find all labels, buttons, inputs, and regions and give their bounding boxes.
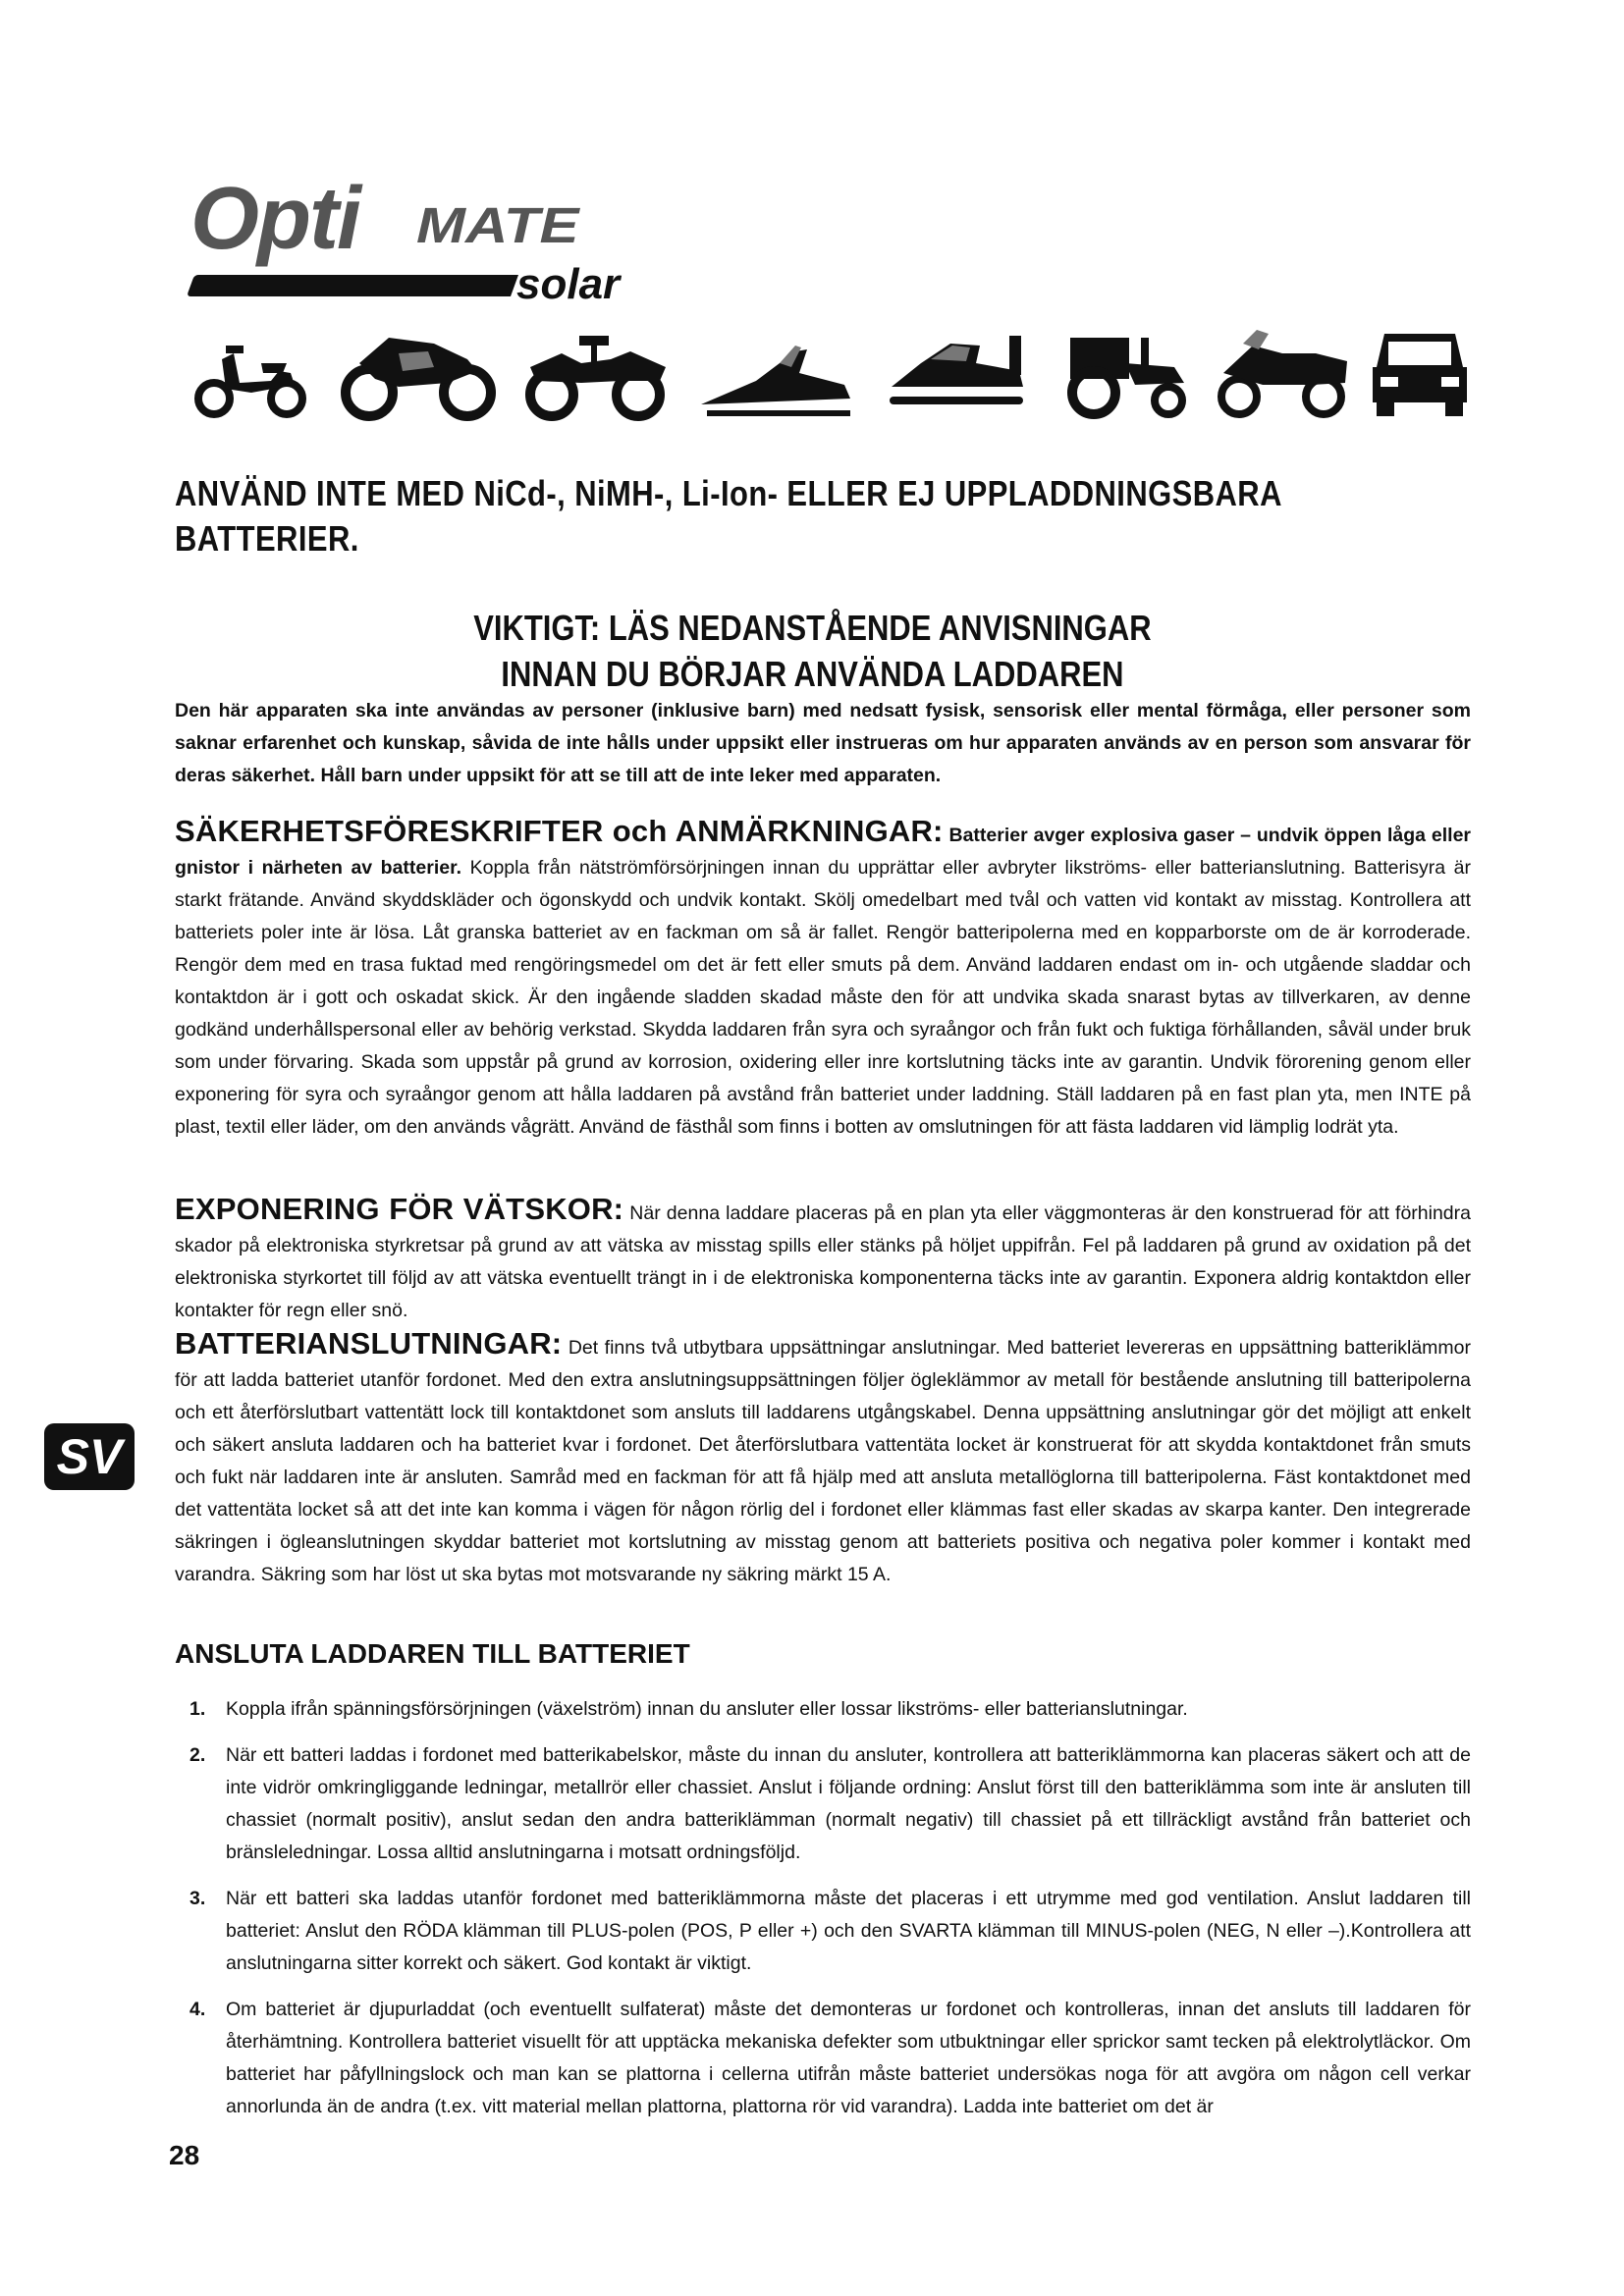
safety-body: Koppla från nätströmförsörjningen innan du upprättar eller avbryter likströms- eller batterianslutning. Batterisyra är starkt frätande. Använd skyddskläder och ögonskydd och undvik kontakt. Skölj omedelbart med tvål och vatten vid kontakt av misstag. Kontrollera att batteriets poler inte är lösa. Låt granska batteriet av en fackman om så är fallet. Rengör batteripolerna med en kopparborste om de är korroderade. Rengör dem med en trasa fuktad med rengöringsmedel om det är fett eller smuts på dem. Använd laddaren endast om in- och utgående sladdar och kontaktdon är i gott och oskadat skick. Är den ingående sladden skadad måste den för att undvika skada snarast bytas av tillverkaren, av denne godkänd underhållspersonal eller av behörig verkstad. Skydda laddaren från syra och syraångor och från fukt och fuktiga förhållanden, såväl under bruk som under förvaring. Skada som uppstår på grund av korrosion, oxidering eller inre kortslutning täcks inte av garantin. Undvik förorening genom eller exponering för syra och syraångor genom att hålla laddaren på avstånd från batteriet under laddning. Ställ laddaren på en fast plan yta, men INTE på plast, textil eller läder, om den används vågrätt. Använd de fästhål som finns i botten av omslutningen för att fästa laddaren vid lämplig lodrät yta. <box>175 857 1471 1138</box>
vehicle-icons-row <box>192 324 1459 422</box>
important-heading <box>114 605 1510 697</box>
intro-paragraph: Den här apparaten ska inte användas av personer (inklusive barn) med nedsatt fysisk, sensorisk eller mental förmåga, eller personer som saknar erfarenhet och kunskap, såvida de inte hålls under uppsikt eller instrueras om hur apparaten används av en person som ansvarar för deras säkerhet. Håll barn under uppsikt för att se till att de inte leker med apparaten. <box>175 700 1471 786</box>
logo-brand-text-2: MATE <box>416 197 579 254</box>
optimate-solar-logo <box>185 165 621 312</box>
atv-icon <box>522 324 670 422</box>
connections-section <box>175 1327 1471 1591</box>
language-tab: SV <box>44 1423 135 1490</box>
logo-bar <box>187 275 518 296</box>
safety-heading: SÄKERHETSFÖRESKRIFTER och ANMÄRKNINGAR: <box>175 814 944 848</box>
connections-heading: BATTERIANSLUTNINGAR: <box>175 1326 563 1361</box>
scooter-icon <box>192 324 310 422</box>
sport-motorcycle-icon <box>340 324 497 422</box>
connect-section-title: ANSLUTA LADDAREN TILL BATTERIET <box>175 1638 690 1669</box>
exposure-section <box>175 1193 1471 1327</box>
step-number: 4. <box>189 1999 206 2020</box>
step-text: När ett batteri laddas i fordonet med batterikabelskor, måste du innan du ansluter, kontrollera att batteriklämmorna kan placeras säkert och att de inte vidrör omkringliggande ledningar, metallrör eller chassiet. Anslut i följande ordning: Anslut först till den batteriklämma som inte är ansluten till chassiet (normalt positiv), anslut sedan den andra batteriklämman (normalt negativ) till chassiet på ett tillräckligt avstånd från batteriet och bränsleledningar. Lossa alltid anslutningarna i motsatt ordningsföljd. <box>226 1744 1471 1863</box>
exposure-heading: EXPONERING FÖR VÄTSKOR: <box>175 1192 624 1226</box>
battery-warning: ANVÄND INTE MED NiCd-, NiMH-, Li-Ion- ELLER EJ UPPLADDNINGSBARA BATTERIER. <box>175 473 1281 559</box>
list-item <box>175 1693 1471 1726</box>
jetski-icon <box>697 324 854 422</box>
step-number: 3. <box>189 1888 206 1909</box>
logo-sub-text: solar <box>516 260 621 308</box>
list-item <box>175 1994 1471 2123</box>
lawn-tractor-icon <box>1056 324 1194 422</box>
touring-motorcycle-icon <box>1214 324 1351 422</box>
snowmobile-icon <box>882 324 1029 422</box>
important-line-2: INNAN DU BÖRJAR ANVÄNDA LADDAREN <box>501 654 1124 694</box>
step-text: När ett batteri ska laddas utanför fordonet med batteriklämmorna måste det placeras i ett utrymme med god ventilation. Anslut laddaren till batteriet: Anslut den RÖDA klämman till PLUS-polen (POS, P eller +) och den SVARTA klämman till MINUS-polen (NEG, N eller –).Kontrollera att anslutningarna sitter korrekt och säkert. God kontakt är viktigt. <box>226 1888 1471 1974</box>
logo-brand-text: Opti <box>190 170 359 268</box>
exposure-body: När denna laddare placeras på en plan yta eller väggmonteras är den konstruerad för att förhindra skador på elektroniska styrkretsar på grund av att vätska av misstag spills eller stänks på höljet uppifrån. Fel på laddaren på grund av oxidation på det elektroniska styrkortet till följd av att vätska eventuellt trängt in i de elektroniska komponenterna täcks inte av garantin. Exponera aldrig kontaktdon eller kontakter för regn eller snö. <box>175 1202 1471 1321</box>
safety-lead: Batterier avger explosiva gaser – undvik öppen låga eller gnistor i närheten av batterier. <box>175 825 1472 879</box>
step-number: 2. <box>189 1744 206 1766</box>
connect-steps-list <box>175 1693 1471 2137</box>
step-text: Om batteriet är djupurladdat (och eventuellt sulfaterat) måste det demonteras ur fordonet och kontrolleras, innan det ansluts till laddaren för återhämtning. Kontrollera batteriet visuellt för att upptäcka mekaniska defekter som utbuktningar eller sprickor samt tecken på elektrolytläckor. Om batteriet har påfyllningslock och man kan se plattorna i cellerna utifrån måste batteriet undersökas noga för att avgöra om någon cell verkar annorlunda än de andra (t.ex. vitt material mellan plattorna, plattorna rör vid varandra). Ladda inte batteriet om det är <box>226 1999 1471 2117</box>
important-line-1: VIKTIGT: LÄS NEDANSTÅENDE ANVISNINGAR <box>473 608 1152 648</box>
list-item <box>175 1883 1471 1980</box>
safety-section <box>175 815 1471 1144</box>
step-text: Koppla ifrån spänningsförsörjningen (växelström) innan du ansluter eller lossar likströms- eller batterianslutningar. <box>226 1698 1188 1720</box>
connections-body: Det finns två utbytbara uppsättningar anslutningar. Med batteriet levereras en uppsättning batteriklämmor för att ladda batteriet utanför fordonet. Med den extra anslutningsuppsättningen följer ögleklämmor av metall för bestående anslutning till batteripolerna och ett återförslutbart vattentätt lock till kontaktdonet som ansluts till laddarens utgångskabel. Denna uppsättning anslutningar gör det möjligt att enkelt och säkert ansluta laddaren och ha batteriet kvar i fordonet. Det återförslutbara vattentäta locket är konstruerat för att skydda kontaktdonet från smuts och fukt när laddaren inte är ansluten. Samråd med en fackman för att få hjälp med att ansluta metallöglorna till batteripolerna. Fäst kontaktdonet med det vattentäta locket så att det inte kan komma i vägen för någon rörlig del i fordonet eller klämmas fast eller skadas av skarpa kanter. Den integrerade säkringen i ögleanslutningen skyddar batteriet mot kortslutning av misstag genom att batteriets positiva och negativa poler kommer i kontakt med varandra. Säkring som har löst ut ska bytas mot motsvarande ny säkring märkt 15 A. <box>175 1337 1471 1585</box>
page-number: 28 <box>169 2140 200 2170</box>
step-number: 1. <box>189 1698 206 1720</box>
car-icon <box>1371 324 1469 422</box>
list-item <box>175 1739 1471 1869</box>
